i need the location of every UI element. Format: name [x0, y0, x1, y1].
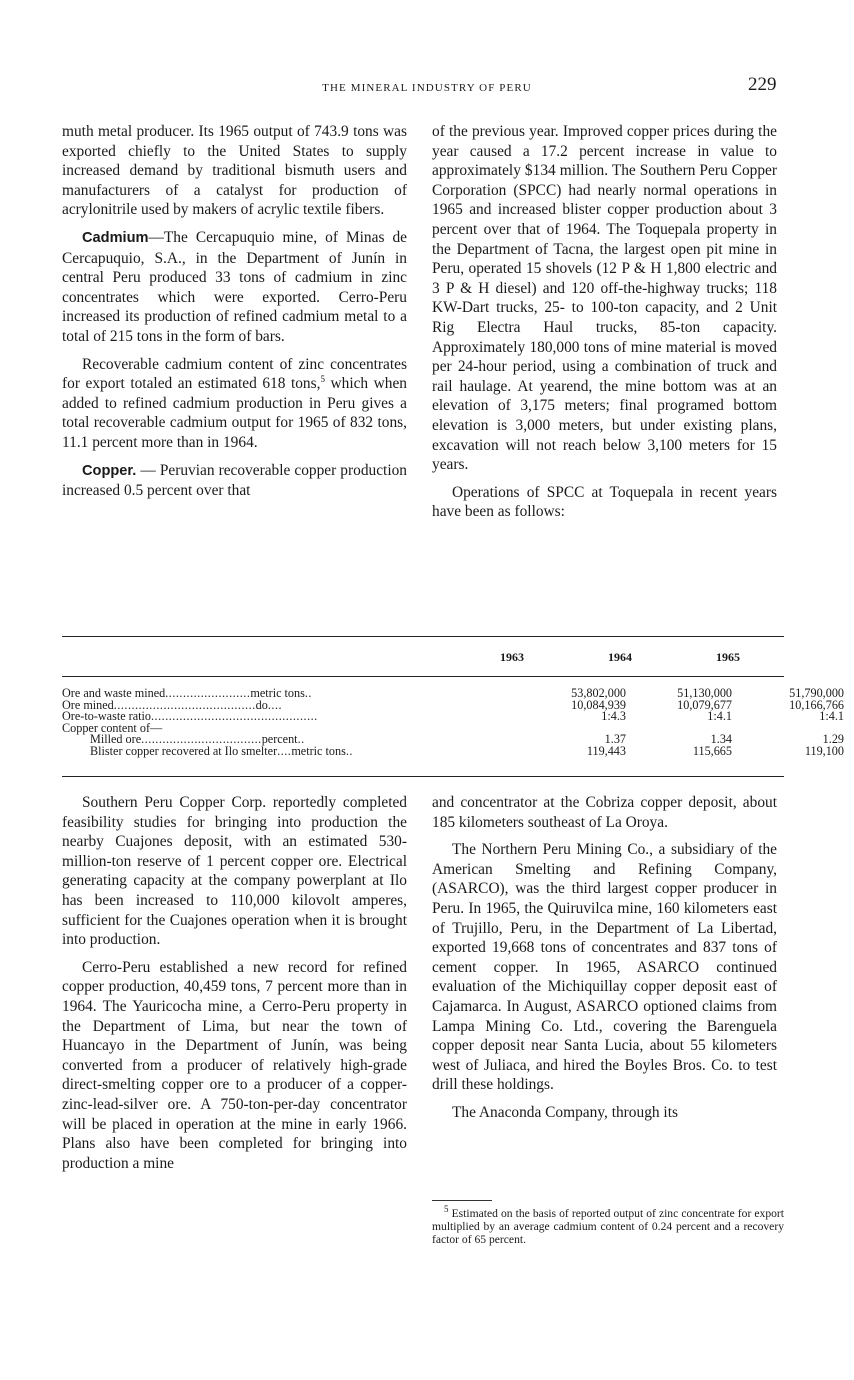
row-label-text: Copper content of—: [62, 720, 163, 735]
table-rule-top: [62, 636, 784, 637]
table-cell-value: 51,790,000: [789, 686, 844, 700]
paragraph-cadmium: [62, 228, 407, 347]
footnote-mark: 5: [444, 1204, 449, 1215]
table-cell-value: 1:4.1: [819, 709, 844, 724]
section-heading-copper: Copper.: [82, 462, 137, 479]
table-cell-value: 119,443: [586, 743, 626, 758]
paragraph-spcc: of the previous year. Improved copper prices during the year caused a 17.2 percent increase in value to approximately $134 million. The Southern Peru Copper Corporation (SPCC) had nearly normal operations in 1965 and increased blister copper production about 3 percent over that of 1964. The Toquepala property in the Department of Tacna, the largest open pit mine in Peru, operated 15 shovels (12 P & H 1,800 electric and 3 P & H diesel) and 120 off-the-highway trucks; 118 KW-Dart trucks, 25- to 100-ton capacity, and 2 Unit Rig Electra Haul trucks, 85-ton capacity. Approximately 180,000 tons of mine material is moved per 24-hour period, using a combination of truck and rail haulage. At yearend, the mine bottom was at an elevation of 3,175 meters; final programed bottom elevation is 3,000 meters, but under existing plans, excavation will not reach below 3,100 meters for 15 years.: [432, 123, 777, 474]
paragraph-cerro-peru: Cerro-Peru established a new record for refined copper production, 40,459 tons, 7 percent more than in 1964. The Yauricocha mine, a Cerro-Peru property in the Department of Lima, but near the town of Huancayo in the Department of Junín, was being converted from a producer of relatively high-grade direct-smelting copper ore to a producer of a copper-zinc-lead-silver ore. A 750-ton-per-day concentrator will be placed in operation at the mine in early 1966. Plans also have been completed for bringing into production a mine: [62, 958, 407, 1172]
paragraph-recoverable-cadmium: [62, 355, 407, 453]
table-row: [62, 743, 844, 758]
leader-dots-tail: ..: [304, 686, 312, 700]
table-cell-value: 1:4.3: [601, 709, 626, 724]
footnote: [432, 1204, 784, 1246]
row-label-text: Blister copper recovered at Ilo smelter: [90, 743, 278, 758]
paragraph-cuajones: Southern Peru Copper Corp. reportedly completed feasibility studies for bringing into production the nearby Cuajones deposit, with an estimated 530-million-ton reserve of 1 percent copper ore. Electrical generating capacity at the company powerplant at Ilo has been increased to 110,000 kilovolt amperes, sufficient for the Cuajones operation when it is brought into production.: [62, 794, 407, 949]
leader-dots-tail: ..: [345, 743, 353, 758]
row-unit: do: [255, 697, 268, 712]
row-label-text: Ore-to-waste ratio: [62, 709, 151, 724]
table-cell-value: 10,079,677: [677, 697, 732, 712]
footnote-rule: [432, 1200, 492, 1201]
copper-text: — Peruvian recoverable copper production increased 0.5 percent over that: [62, 461, 407, 500]
table-rule-header: [62, 676, 784, 677]
table-cell-value: 10,084,939: [571, 697, 626, 712]
row-unit: metric tons: [250, 686, 305, 700]
table-cell-value: 1:4.1: [707, 709, 732, 724]
row-label-text: Ore and waste mined: [62, 686, 166, 700]
table-cell-value: 115,665: [692, 743, 732, 758]
table-rule-bottom: [62, 776, 784, 777]
table-header-year: 1963: [500, 650, 524, 664]
footnote-ref: 5: [320, 374, 325, 384]
table-cell-value: 1.29: [822, 732, 844, 747]
leader-dots: ..................................: [141, 732, 262, 747]
table-header-year: 1965: [716, 650, 740, 664]
section-heading-cadmium: Cadmium: [82, 229, 149, 246]
recoverable-cadmium-text-a: Recoverable cadmium content of zinc concentrates for export totaled an estimated 618 tons,: [62, 355, 407, 393]
cadmium-text: —The Cercapuquio mine, of Minas de Cercapuquio, S.A., in the Department of Junín in central Peru produced 33 tons of cadmium in zinc concentrates which were exported. Cerro-Peru increased its production of refined cadmium metal to a total of 215 tons in the form of bars.: [62, 228, 407, 345]
column-bottom-right: [432, 793, 777, 1131]
paragraph-cobriza: and concentrator at the Cobriza copper deposit, about 185 kilometers southeast of La Oroya.: [432, 794, 777, 831]
paragraph-copper: [62, 461, 407, 501]
table-row-label: [90, 743, 353, 758]
running-head: THE MINERAL INDUSTRY OF PERU: [322, 82, 532, 94]
leader-dots-tail: ....: [267, 697, 283, 712]
column-top-left: [62, 122, 407, 509]
row-label-text: Ore mined: [62, 697, 114, 712]
table-row: [62, 709, 844, 724]
paragraph-anaconda: The Anaconda Company, through its: [452, 1103, 678, 1121]
footnote-text: Estimated on the basis of reported output of zinc concentrate for export multiplied by an average cadmium content of 0.24 percent and a recovery factor of 65 percent.: [432, 1207, 784, 1246]
table-cell-value: 1.37: [604, 732, 626, 747]
leader-dots-tail: ..: [297, 732, 305, 747]
table-cell-value: 1.34: [710, 732, 732, 747]
leader-dots: ........................: [165, 686, 251, 700]
table-cell-value: 51,130,000: [677, 686, 732, 700]
leader-dots: ....: [277, 743, 292, 758]
paragraph-bismuth: muth metal producer. Its 1965 output of 743.9 tons was exported chiefly to the United States to supply increased demand by traditional bismuth users and manufacturers of a catalyst for production of acrylonitrile used by makers of acrylic textile fibers.: [62, 123, 407, 219]
table-header-year: 1964: [608, 650, 632, 664]
paragraph-northern-peru: The Northern Peru Mining Co., a subsidiary of the American Smelting and Refining Company, (ASARCO), was the third largest copper producer in Peru. In 1965, the Quiruvilca mine, 160 kilometers east of Trujillo, Peru, in the Department of La Libertad, exported 19,668 tons of concentrates and 837 tons of cement copper. In 1965, ASARCO continued evaluation of the Michiquillay copper deposit east of Cajamarca. In August, ASARCO optioned claims from Lampa Mining Co. Ltd., covering the Barenguela copper deposit near Santa Lucia, about 55 kilometers west of Juliaca, and hired the Boyles Bros. Co. to test drill these holdings.: [432, 841, 777, 1094]
paragraph-operations-intro: Operations of SPCC at Toquepala in recent years have been as follows:: [432, 483, 777, 521]
table-cell-value: 53,802,000: [571, 686, 626, 700]
table-cell-value: 119,100: [804, 743, 844, 758]
column-top-right: [432, 122, 777, 530]
leader-dots: ...............................................: [151, 709, 318, 724]
recoverable-cadmium-text-b: which when added to refined cadmium production in Peru gives a total recoverable cadmium output for 1965 of 832 tons, 11.1 percent more than in 1964.: [62, 375, 407, 451]
table-cell-value: 10,166,766: [789, 697, 844, 712]
operations-table: [62, 686, 844, 758]
column-bottom-left: [62, 793, 407, 1181]
row-unit: percent: [261, 732, 298, 747]
page-number: 229: [748, 74, 777, 95]
row-unit: metric tons: [291, 743, 346, 758]
row-label-text: Milled ore: [90, 732, 142, 747]
leader-dots: ........................................: [113, 697, 256, 712]
